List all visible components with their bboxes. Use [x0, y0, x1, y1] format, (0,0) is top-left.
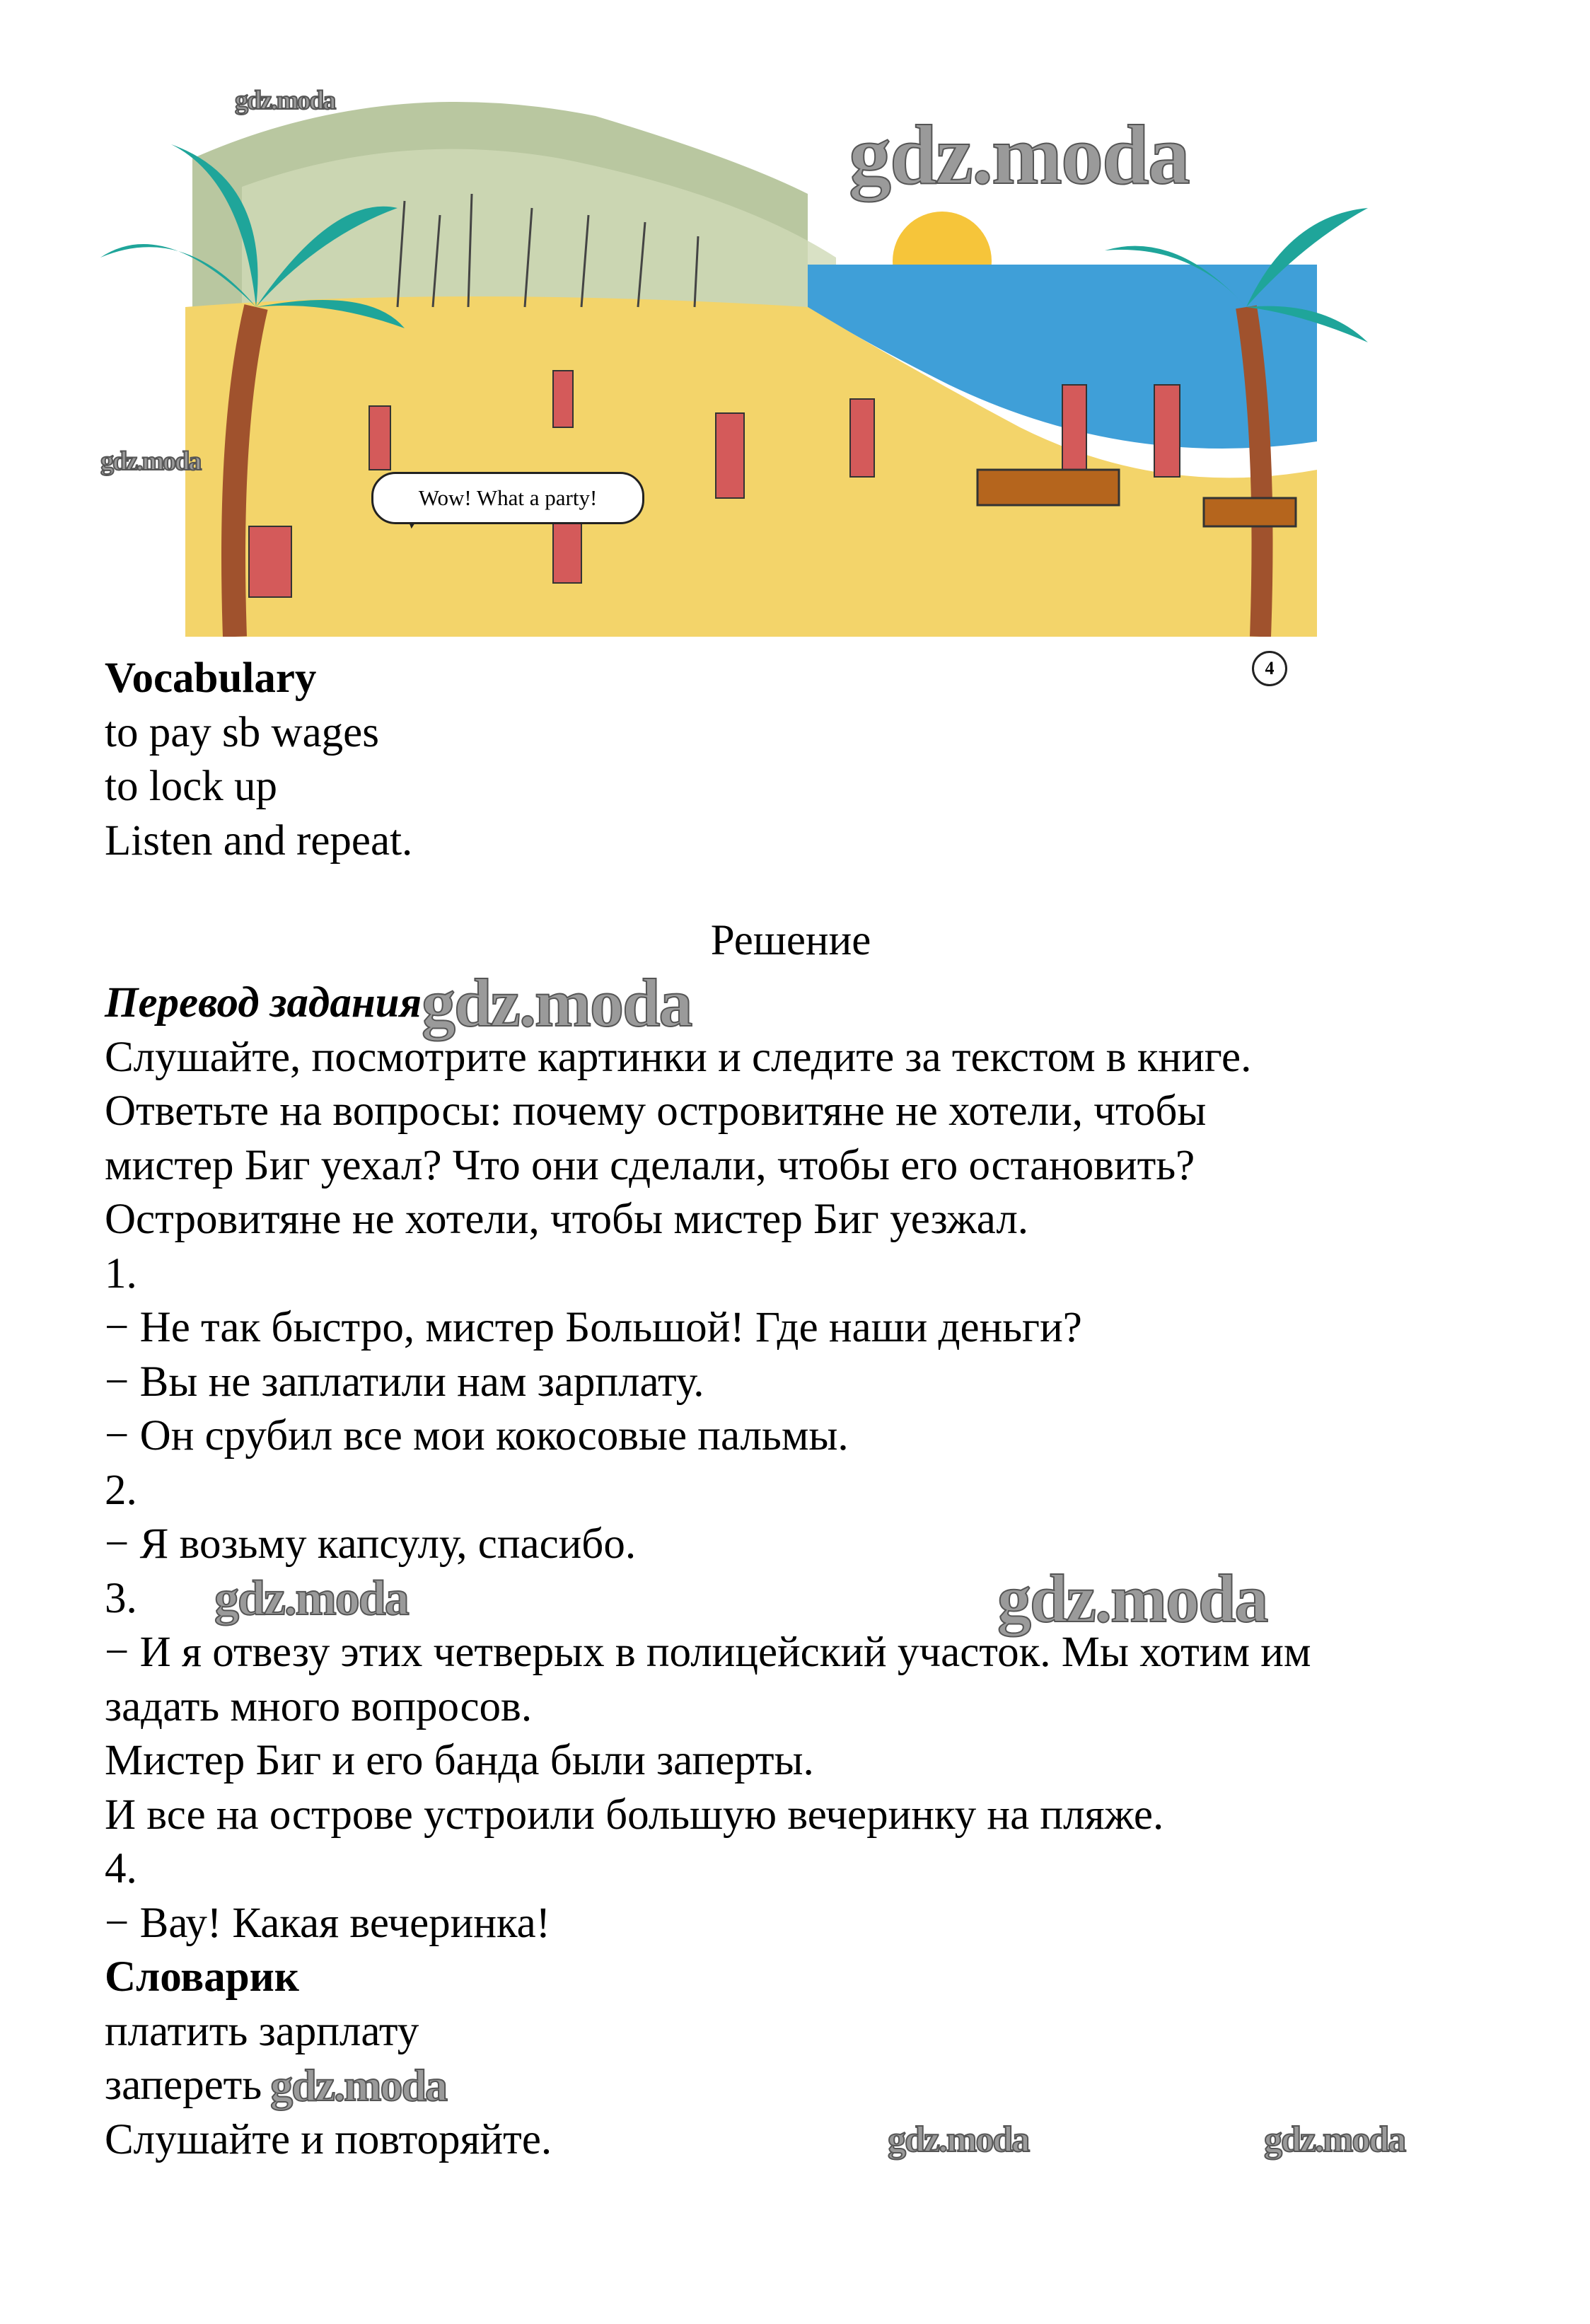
- translation-line: − Не так быстро, мистер Большой! Где наши деньги?: [105, 1304, 1082, 1351]
- translation-line: Слушайте, посмотрите картинки и следите за текстом в книге.: [105, 1033, 1252, 1081]
- glossary-instruction: Слушайте и повторяйте.: [105, 2115, 552, 2163]
- watermark: gdz.moda: [849, 108, 1189, 202]
- picture-number: 4: [1252, 651, 1287, 686]
- watermark: gdz.moda: [422, 965, 692, 1041]
- document-text: [105, 652, 1519, 2167]
- translation-heading: Перевод задания: [105, 979, 422, 1027]
- glossary-item: платить зарплату: [105, 2007, 419, 2055]
- vocabulary-instruction: Listen and repeat.: [105, 816, 413, 865]
- watermark: gdz.moda: [100, 446, 201, 476]
- watermark: gdz.moda: [997, 1560, 1267, 1636]
- translation-line-3: [105, 1560, 1519, 1636]
- translation-line: И все на острове устроили большую вечеринку на пляже.: [105, 1791, 1164, 1839]
- translation-line: 3.: [105, 1574, 137, 1622]
- translation-line: 2.: [105, 1466, 137, 1514]
- vocabulary-item: to lock up: [105, 763, 277, 810]
- translation-line: Ответьте на вопросы: почему островитяне не хотели, чтобы: [105, 1087, 1207, 1135]
- watermark: gdz.moda: [235, 86, 335, 115]
- translation-line: − Я возьму капсулу, спасибо.: [105, 1520, 637, 1568]
- translation-line: − Он срубил все мои кокосовые пальмы.: [105, 1412, 849, 1459]
- translation-line: − Вау! Какая вечеринка!: [105, 1899, 551, 1947]
- translation-line: − Вы не заплатили нам зарплату.: [105, 1358, 704, 1406]
- solution-heading: Решение: [710, 916, 871, 964]
- watermark: gdz.moda: [888, 2119, 1029, 2160]
- translation-heading-line: [105, 965, 1519, 1041]
- vocabulary-heading: Vocabulary: [105, 654, 317, 702]
- translation-line: задать много вопросов.: [105, 1682, 533, 1730]
- glossary-instruction-line: [105, 2113, 1519, 2168]
- translation-line: Островитяне не хотели, чтобы мистер Биг уезжал.: [105, 1196, 1029, 1243]
- watermark: gdz.moda: [1264, 2119, 1405, 2160]
- watermark: gdz.moda: [270, 2060, 447, 2110]
- watermark: gdz.moda: [214, 1571, 408, 1626]
- translation-line: мистер Биг уехал? Что они сделали, чтобы его остановить?: [105, 1141, 1195, 1189]
- translation-line: Мистер Биг и его банда были заперты.: [105, 1737, 814, 1784]
- glossary-heading: Словарик: [105, 1953, 299, 2001]
- translation-line: − И я отвезу этих четверых в полицейский участок. Мы хотим им: [105, 1629, 1311, 1676]
- glossary-item-line: [105, 2059, 1519, 2113]
- translation-line: 1.: [105, 1249, 137, 1297]
- translation-line: 4.: [105, 1845, 137, 1892]
- vocabulary-item: to pay sb wages: [105, 708, 379, 756]
- speech-bubble: Wow! What a party!: [371, 472, 644, 524]
- glossary-item: запереть: [105, 2062, 262, 2109]
